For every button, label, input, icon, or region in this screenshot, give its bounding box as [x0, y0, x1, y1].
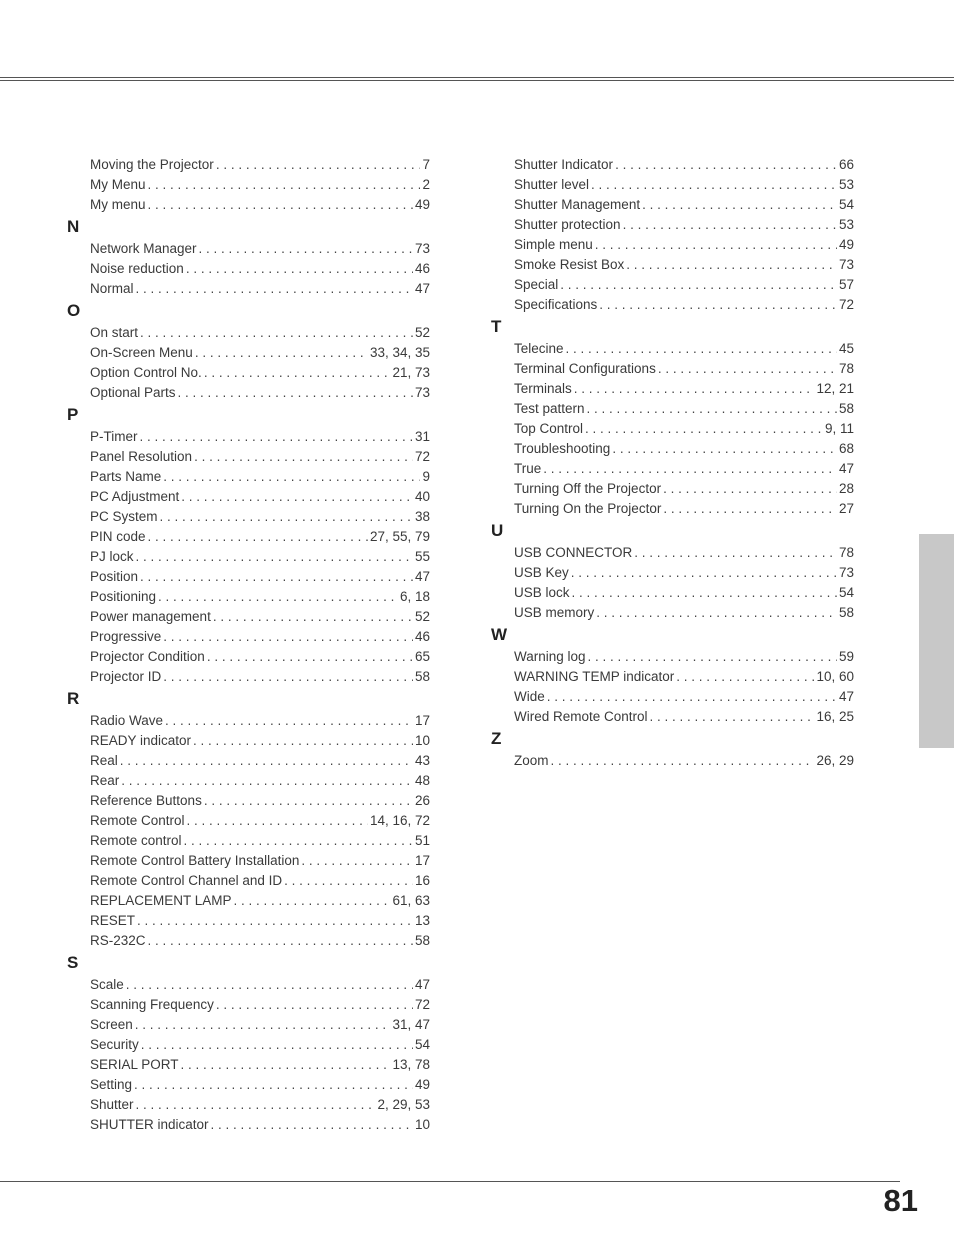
index-entry [514, 647, 854, 667]
index-page-refs: 17 [414, 713, 430, 728]
index-page-refs: 58 [414, 933, 430, 948]
index-entry [90, 239, 430, 259]
dot-leader [588, 647, 837, 667]
index-term: On start [90, 325, 139, 340]
index-term: Shutter [90, 1097, 134, 1112]
index-page-refs: 73 [838, 565, 854, 580]
index-page-refs: 46 [414, 261, 430, 276]
index-term: Scale [90, 977, 124, 992]
index-page-refs: 72 [414, 449, 430, 464]
index-entry [90, 975, 430, 995]
index-entry [90, 751, 430, 771]
header-rule [0, 77, 954, 81]
index-page-refs: 78 [838, 545, 854, 560]
dot-leader [572, 583, 837, 603]
index-entry [90, 487, 430, 507]
index-entry [514, 563, 854, 583]
index-letter-heading: R [67, 689, 80, 708]
index-page-refs: 47 [838, 461, 854, 476]
index-term: USB memory [514, 605, 595, 620]
index-term: My Menu [90, 177, 146, 192]
index-entry [514, 459, 854, 479]
index-term: Simple menu [514, 237, 593, 252]
index-term: WARNING TEMP indicator [514, 669, 675, 684]
index-entry [514, 379, 854, 399]
index-page-refs: 58 [838, 401, 854, 416]
index-column-right [491, 155, 854, 771]
index-page-refs: 40 [414, 489, 430, 504]
index-term: Terminals [514, 381, 572, 396]
dot-leader [135, 1015, 391, 1035]
index-page-refs: 14, 16, 72 [369, 813, 430, 828]
index-page-refs: 31 [414, 429, 430, 444]
index-page-refs: 46 [414, 629, 430, 644]
dot-leader [140, 427, 413, 447]
index-page-refs: 33, 34, 35 [369, 345, 430, 360]
dot-leader [148, 175, 421, 195]
index-entry [90, 791, 430, 811]
dot-leader [650, 707, 815, 727]
dot-leader [216, 995, 413, 1015]
index-letter-heading: N [67, 217, 80, 236]
index-page-refs: 58 [414, 669, 430, 684]
dot-leader [194, 447, 413, 467]
index-entry [90, 259, 430, 279]
dot-leader [158, 587, 398, 607]
index-term: Scanning Frequency [90, 997, 214, 1012]
index-entry [90, 771, 430, 791]
index-page-refs: 26 [414, 793, 430, 808]
index-page-refs: 52 [414, 609, 430, 624]
dot-leader [234, 891, 391, 911]
index-page-refs: 68 [838, 441, 854, 456]
dot-leader [216, 155, 421, 175]
index-entry [90, 1035, 430, 1055]
index-entry [514, 399, 854, 419]
index-entry [90, 195, 430, 215]
dot-leader [642, 195, 837, 215]
index-page-refs: 49 [838, 237, 854, 252]
index-entry [90, 155, 430, 175]
dot-leader [213, 607, 413, 627]
index-column-left [67, 155, 430, 1135]
index-page-refs: 45 [838, 341, 854, 356]
dot-leader [596, 603, 837, 623]
dot-leader [204, 363, 391, 383]
index-term: Projector Condition [90, 649, 205, 664]
index-term: Security [90, 1037, 139, 1052]
dot-leader [136, 279, 413, 299]
index-page-refs: 6, 18 [399, 589, 430, 604]
index-page-refs: 47 [838, 689, 854, 704]
index-term: Shutter level [514, 177, 590, 192]
index-term: True [514, 461, 542, 476]
index-term: On-Screen Menu [90, 345, 193, 360]
index-term: Screen [90, 1017, 133, 1032]
index-page-refs: 17 [414, 853, 430, 868]
index-term: Power management [90, 609, 211, 624]
index-entry [90, 587, 430, 607]
index-entry [90, 627, 430, 647]
index-entry [90, 363, 430, 383]
index-term: Special [514, 277, 559, 292]
dot-leader [543, 459, 837, 479]
dot-leader [560, 275, 837, 295]
index-entry [90, 447, 430, 467]
index-term: USB CONNECTOR [514, 545, 633, 560]
index-entry [514, 255, 854, 275]
index-term: Test pattern [514, 401, 585, 416]
index-entry [90, 343, 430, 363]
index-page-refs: 53 [838, 217, 854, 232]
index-page-refs: 43 [414, 753, 430, 768]
index-entry [514, 543, 854, 563]
dot-leader [284, 871, 413, 891]
index-page-refs: 54 [414, 1037, 430, 1052]
index-term: Top Control [514, 421, 584, 436]
dot-leader [193, 731, 413, 751]
index-term: Progressive [90, 629, 162, 644]
index-entry [90, 1075, 430, 1095]
index-term: REPLACEMENT LAMP [90, 893, 232, 908]
index-term: Shutter Management [514, 197, 641, 212]
index-page-refs: 73 [414, 241, 430, 256]
index-entry [514, 339, 854, 359]
index-page-refs: 10, 60 [816, 669, 854, 684]
index-page-refs: 10 [414, 733, 430, 748]
dot-leader [612, 439, 837, 459]
dot-leader [599, 295, 837, 315]
dot-leader [120, 751, 413, 771]
index-entry [90, 931, 430, 951]
index-term: Remote Control Channel and ID [90, 873, 283, 888]
index-term: Real [90, 753, 118, 768]
dot-leader [587, 399, 837, 419]
dot-leader [186, 259, 413, 279]
dot-leader [148, 931, 413, 951]
index-entry [90, 731, 430, 751]
dot-leader [184, 831, 413, 851]
index-page-refs: 55 [414, 549, 430, 564]
index-term: Rear [90, 773, 120, 788]
dot-leader [134, 1075, 413, 1095]
index-entry [514, 359, 854, 379]
index-term: READY indicator [90, 733, 192, 748]
index-entry [90, 667, 430, 687]
index-entry [514, 155, 854, 175]
dot-leader [676, 667, 814, 687]
index-term: USB Key [514, 565, 569, 580]
index-letter-heading: S [67, 953, 79, 972]
index-entry [90, 1115, 430, 1135]
index-term: Option Control No. [90, 365, 202, 380]
dot-leader [634, 543, 837, 563]
dot-leader [301, 851, 413, 871]
index-term: Parts Name [90, 469, 162, 484]
dot-leader [211, 1115, 413, 1135]
index-term: Remote Control Battery Installation [90, 853, 300, 868]
index-entry [514, 583, 854, 603]
dot-leader [148, 195, 413, 215]
index-page-refs: 57 [838, 277, 854, 292]
index-term: USB lock [514, 585, 570, 600]
dot-leader [585, 419, 823, 439]
dot-leader [178, 383, 413, 403]
footer-rule [0, 1181, 900, 1182]
index-page-refs: 27 [838, 501, 854, 516]
index-term: Radio Wave [90, 713, 164, 728]
index-entry [90, 1095, 430, 1115]
index-term: SERIAL PORT [90, 1057, 179, 1072]
dot-leader [187, 811, 368, 831]
index-term: Reference Buttons [90, 793, 202, 808]
index-page-refs: 49 [414, 197, 430, 212]
index-term: Remote Control [90, 813, 185, 828]
index-entry [514, 707, 854, 727]
index-page-refs: 47 [414, 281, 430, 296]
dot-leader [207, 647, 413, 667]
index-letter-heading: P [67, 405, 79, 424]
index-page-refs: 16, 25 [816, 709, 854, 724]
index-page-refs: 72 [414, 997, 430, 1012]
index-page-refs: 73 [838, 257, 854, 272]
dot-leader [571, 563, 837, 583]
dot-leader [195, 343, 368, 363]
dot-leader [165, 711, 413, 731]
index-page-refs: 48 [414, 773, 430, 788]
index-entry [90, 607, 430, 627]
index-entry [90, 711, 430, 731]
index-term: Position [90, 569, 139, 584]
index-page-refs: 9, 11 [824, 421, 854, 436]
index-page-refs: 38 [414, 509, 430, 524]
index-term: RESET [90, 913, 136, 928]
index-page-refs: 58 [838, 605, 854, 620]
dot-leader [623, 215, 837, 235]
index-page-refs: 73 [414, 385, 430, 400]
index-term: Warning log [514, 649, 586, 664]
dot-leader [574, 379, 815, 399]
index-term: Zoom [514, 753, 549, 768]
dot-leader [663, 479, 837, 499]
dot-leader [136, 547, 413, 567]
index-term: Panel Resolution [90, 449, 193, 464]
index-entry [90, 851, 430, 871]
index-term: Optional Parts [90, 385, 176, 400]
index-page-refs: 47 [414, 977, 430, 992]
index-term: Moving the Projector [90, 157, 214, 172]
index-page-refs: 9 [422, 469, 430, 484]
index-entry [514, 751, 854, 771]
index-term: Positioning [90, 589, 157, 604]
index-page-refs: 2 [422, 177, 430, 192]
index-term: PIN code [90, 529, 146, 544]
index-letter-heading: Z [491, 729, 502, 748]
index-entry [90, 467, 430, 487]
index-term: Shutter protection [514, 217, 621, 232]
index-entry [514, 667, 854, 687]
index-entry [90, 891, 430, 911]
section-tab [919, 534, 954, 748]
index-entry [90, 647, 430, 667]
index-page-refs: 13, 78 [392, 1057, 430, 1072]
index-letter-heading: U [491, 521, 504, 540]
index-term: Turning On the Projector [514, 501, 662, 516]
index-entry [90, 527, 430, 547]
index-term: Wide [514, 689, 545, 704]
index-entry [514, 295, 854, 315]
index-page-refs: 26, 29 [816, 753, 854, 768]
index-term: RS-232C [90, 933, 146, 948]
dot-leader [551, 751, 815, 771]
index-page-refs: 51 [414, 833, 430, 848]
index-entry [90, 279, 430, 299]
index-entry [90, 1055, 430, 1075]
index-term: Specifications [514, 297, 598, 312]
index-letter-heading: O [67, 301, 81, 320]
dot-leader [140, 567, 413, 587]
index-entry [90, 995, 430, 1015]
index-term: My menu [90, 197, 146, 212]
index-entry [90, 567, 430, 587]
index-term: PJ lock [90, 549, 134, 564]
index-page-refs: 7 [422, 157, 430, 172]
index-entry [90, 871, 430, 891]
dot-leader [140, 323, 413, 343]
index-term: Network Manager [90, 241, 197, 256]
index-term: Setting [90, 1077, 133, 1092]
index-page-refs: 65 [414, 649, 430, 664]
index-entry [514, 479, 854, 499]
index-entry [514, 499, 854, 519]
index-entry [90, 811, 430, 831]
index-term: PC Adjustment [90, 489, 180, 504]
dot-leader [658, 359, 837, 379]
dot-leader [204, 791, 413, 811]
index-term: Projector ID [90, 669, 162, 684]
dot-leader [547, 687, 837, 707]
index-term: Remote control [90, 833, 182, 848]
index-entry [514, 175, 854, 195]
dot-leader [163, 667, 413, 687]
index-entry [90, 547, 430, 567]
index-page-refs: 28 [838, 481, 854, 496]
dot-leader [141, 1035, 413, 1055]
index-term: Turning Off the Projector [514, 481, 662, 496]
index-page-refs: 10 [414, 1117, 430, 1132]
index-entry [514, 687, 854, 707]
index-term: Normal [90, 281, 134, 296]
index-entry [514, 603, 854, 623]
index-page-refs: 13 [414, 913, 430, 928]
index-page-refs: 16 [414, 873, 430, 888]
index-entry [90, 1015, 430, 1035]
index-term: P-Timer [90, 429, 138, 444]
index-page-refs: 52 [414, 325, 430, 340]
index-page-refs: 66 [838, 157, 854, 172]
dot-leader [566, 339, 837, 359]
index-page-refs: 21, 73 [392, 365, 430, 380]
dot-leader [163, 627, 413, 647]
dot-leader [121, 771, 413, 791]
index-term: SHUTTER indicator [90, 1117, 209, 1132]
index-page-refs: 31, 47 [392, 1017, 430, 1032]
index-term: Wired Remote Control [514, 709, 648, 724]
index-term: Noise reduction [90, 261, 184, 276]
index-page-refs: 12, 21 [816, 381, 854, 396]
dot-leader [626, 255, 837, 275]
dot-leader [126, 975, 413, 995]
index-page-refs: 53 [838, 177, 854, 192]
index-entry [514, 195, 854, 215]
dot-leader [181, 1055, 391, 1075]
index-term: Telecine [514, 341, 564, 356]
dot-leader [181, 487, 413, 507]
index-term: Shutter Indicator [514, 157, 614, 172]
index-term: Smoke Resist Box [514, 257, 625, 272]
index-entry [90, 323, 430, 343]
index-letter-heading: W [491, 625, 508, 644]
index-page-refs: 27, 55, 79 [369, 529, 430, 544]
index-letter-heading: T [491, 317, 502, 336]
dot-leader [137, 911, 413, 931]
dot-leader [591, 175, 837, 195]
dot-leader [148, 527, 368, 547]
index-entry [514, 215, 854, 235]
index-page-refs: 72 [838, 297, 854, 312]
dot-leader [615, 155, 837, 175]
index-entry [90, 831, 430, 851]
dot-leader [199, 239, 413, 259]
index-entry [90, 383, 430, 403]
index-entry [90, 427, 430, 447]
index-entry [514, 235, 854, 255]
index-page-refs: 54 [838, 585, 854, 600]
index-page-refs: 61, 63 [392, 893, 430, 908]
index-term: PC System [90, 509, 158, 524]
index-entry [90, 175, 430, 195]
dot-leader [160, 507, 413, 527]
dot-leader [595, 235, 837, 255]
dot-leader [136, 1095, 376, 1115]
index-term: Troubleshooting [514, 441, 611, 456]
index-page-refs: 54 [838, 197, 854, 212]
index-page-refs: 59 [838, 649, 854, 664]
page-number: 81 [883, 1183, 918, 1218]
dot-leader [163, 467, 420, 487]
dot-leader [663, 499, 837, 519]
index-entry [514, 439, 854, 459]
index-entry [514, 419, 854, 439]
index-page-refs: 47 [414, 569, 430, 584]
index-page-refs: 78 [838, 361, 854, 376]
index-page-refs: 49 [414, 1077, 430, 1092]
index-entry [514, 275, 854, 295]
index-entry [90, 507, 430, 527]
index-term: Terminal Configurations [514, 361, 656, 376]
index-entry [90, 911, 430, 931]
index-page-refs: 2, 29, 53 [377, 1097, 430, 1112]
